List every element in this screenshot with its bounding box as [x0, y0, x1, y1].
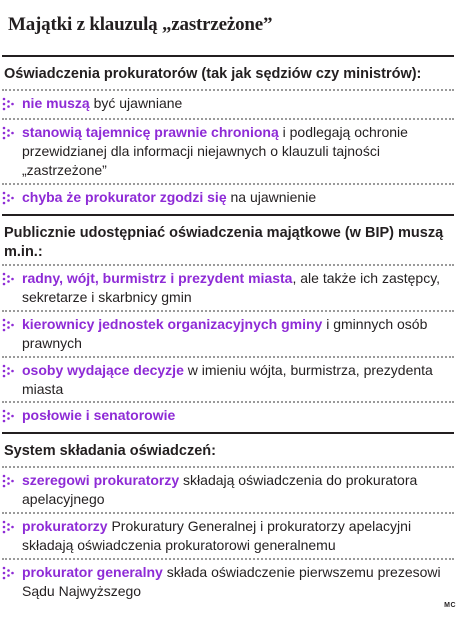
list-item — [0, 517, 452, 555]
list-item — [0, 361, 452, 399]
item-text: składają oświadczenia do prokuratora apelacyjnego — [22, 472, 418, 507]
dotted-divider — [2, 310, 454, 312]
section-divider — [2, 55, 454, 57]
item-text: być ujawniane — [89, 95, 183, 111]
section-divider — [2, 432, 454, 434]
dotted-triangle-bullet-icon — [2, 97, 14, 111]
item-highlight: prokurator generalny — [22, 564, 163, 580]
list-item — [0, 188, 452, 207]
item-highlight: posłowie i senatorowie — [22, 407, 176, 423]
item-text: na ujawnienie — [226, 189, 317, 205]
dotted-divider — [2, 558, 454, 560]
section-heading: Publicznie udostępniać oświadczenia majątkowe (w BIP) muszą m.in.: — [4, 225, 444, 260]
list-item — [0, 563, 452, 601]
item-text: i podlegają ochronie przewidzianej dla informacji niejawnych o klauzuli tajności „zastrzeżone” — [22, 124, 408, 178]
item-highlight: stanowią tajemnicę prawnie chronioną — [22, 124, 279, 140]
item-highlight: osoby wydające decyzje — [22, 362, 184, 378]
dotted-divider — [2, 118, 454, 120]
item-highlight: radny, wójt, burmistrz i prezydent miasta — [22, 270, 293, 286]
dotted-triangle-bullet-icon — [2, 364, 14, 378]
page-title: Majątki z klauzulą „zastrzeżone” — [8, 14, 273, 35]
section-heading: Oświadczenia prokuratorów (tak jak sędziów czy ministrów): — [4, 66, 422, 82]
dotted-divider — [2, 401, 454, 403]
dotted-triangle-bullet-icon — [2, 520, 14, 534]
item-text: i gminnych osób prawnych — [22, 316, 428, 351]
dotted-divider — [2, 264, 454, 266]
dotted-triangle-bullet-icon — [2, 272, 14, 286]
item-highlight: szeregowi prokuratorzy — [22, 472, 180, 488]
dotted-divider — [2, 89, 454, 91]
list-item — [0, 94, 452, 113]
list-item — [0, 315, 452, 353]
item-highlight: nie muszą — [22, 95, 90, 111]
list-item — [0, 406, 452, 425]
dotted-divider — [2, 183, 454, 185]
list-item — [0, 471, 452, 509]
list-item — [0, 123, 452, 180]
dotted-divider — [2, 466, 454, 468]
dotted-triangle-bullet-icon — [2, 318, 14, 332]
section-heading: System składania oświadczeń: — [4, 443, 216, 459]
item-highlight: kierownicy jednostek organizacyjnych gminy — [22, 316, 323, 332]
list-item — [0, 269, 452, 307]
item-text: składa oświadczenie pierwszemu prezesowi Sądu Najwyższego — [22, 564, 441, 599]
item-highlight: chyba że prokurator zgodzi się — [22, 189, 227, 205]
section-divider — [2, 214, 454, 216]
item-text: Prokuratury Generalnej i prokuratorzy apelacyjni składają oświadczenia prokuratorowi generalnemu — [22, 518, 412, 553]
item-text: w imieniu wójta, burmistrza, prezydenta miasta — [22, 362, 433, 397]
dotted-triangle-bullet-icon — [2, 474, 14, 488]
dotted-triangle-bullet-icon — [2, 566, 14, 580]
dotted-divider — [2, 356, 454, 358]
dotted-triangle-bullet-icon — [2, 191, 14, 205]
dotted-triangle-bullet-icon — [2, 126, 14, 140]
dotted-divider — [2, 512, 454, 514]
item-text: , ale także ich zastępcy, sekretarze i skarbnicy gmin — [22, 270, 441, 305]
dotted-triangle-bullet-icon — [2, 409, 14, 423]
item-highlight: prokuratorzy — [22, 518, 108, 534]
credit-label: MC — [444, 602, 456, 609]
